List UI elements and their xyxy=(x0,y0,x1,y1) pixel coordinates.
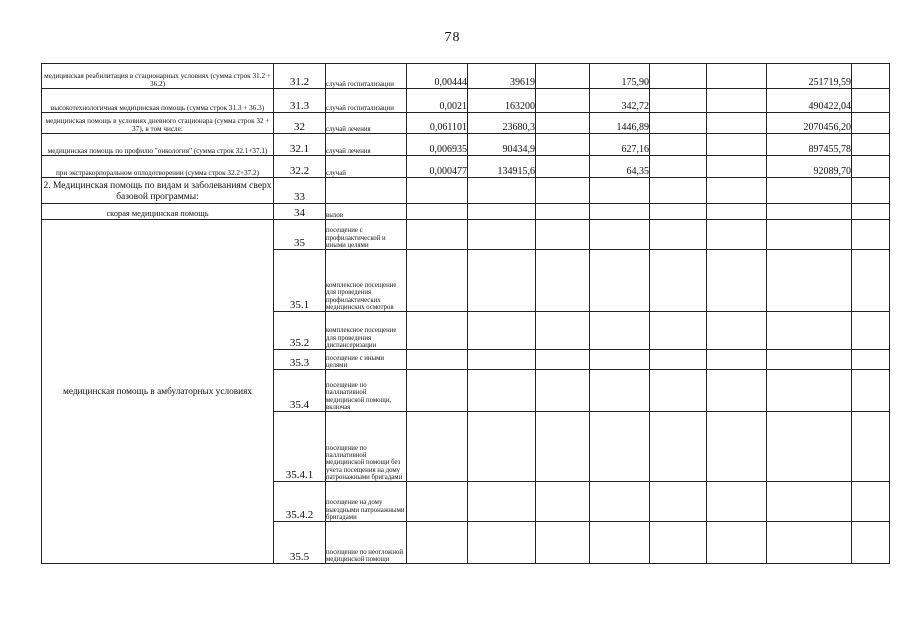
empty-cell xyxy=(590,250,650,312)
row-code: 35.3 xyxy=(274,350,326,370)
row-unit: случай лечения xyxy=(326,113,407,134)
row-unit: посещение с профилактической и иными целями xyxy=(326,220,407,250)
empty-cell xyxy=(468,250,536,312)
total-cost: 92089,70 xyxy=(767,156,852,178)
norm-volume: 0,0021 xyxy=(407,89,468,113)
table-row xyxy=(42,134,890,156)
empty-cell xyxy=(707,113,767,134)
empty-cell xyxy=(767,204,852,220)
row-name: высокотехнологичная медицинская помощь (сумма строк 31.3 + 36.3) xyxy=(42,89,274,113)
empty-cell xyxy=(590,204,650,220)
empty-cell xyxy=(852,412,890,482)
row-unit: случай госпитализации xyxy=(326,89,407,113)
empty-cell xyxy=(590,370,650,412)
empty-cell xyxy=(536,178,590,204)
norm-cost: 134915,6 xyxy=(468,156,536,178)
empty-cell xyxy=(407,220,468,250)
row-name: медицинская помощь по профилю "онкология" (сумма строк 32.1+37.1) xyxy=(42,134,274,156)
empty-cell xyxy=(707,250,767,312)
row-unit: вызов xyxy=(326,204,407,220)
row-code: 31.3 xyxy=(274,89,326,113)
empty-cell xyxy=(852,156,890,178)
empty-cell xyxy=(536,220,590,250)
row-unit: случай лечения xyxy=(326,134,407,156)
row-code: 35.4 xyxy=(274,370,326,412)
empty-cell xyxy=(407,178,468,204)
empty-cell xyxy=(468,312,536,350)
empty-cell xyxy=(536,412,590,482)
empty-cell xyxy=(407,412,468,482)
empty-cell xyxy=(590,482,650,522)
table-row xyxy=(42,156,890,178)
row-code: 35.4.1 xyxy=(274,412,326,482)
empty-cell xyxy=(707,204,767,220)
per-capita: 64,35 xyxy=(590,156,650,178)
total-cost: 490422,04 xyxy=(767,89,852,113)
empty-cell xyxy=(536,204,590,220)
total-cost: 2070456,20 xyxy=(767,113,852,134)
empty-cell xyxy=(407,370,468,412)
norm-volume: 0,000477 xyxy=(407,156,468,178)
empty-cell xyxy=(852,312,890,350)
empty-cell xyxy=(852,204,890,220)
empty-cell xyxy=(650,522,707,564)
empty-cell xyxy=(767,220,852,250)
empty-cell xyxy=(407,482,468,522)
empty-cell xyxy=(650,89,707,113)
row-name: медицинская реабилитация в стационарных условиях (сумма строк 31.2 + 36.2) xyxy=(42,64,274,89)
empty-cell xyxy=(707,89,767,113)
empty-cell xyxy=(536,522,590,564)
empty-cell xyxy=(650,178,707,204)
total-cost: 251719,59 xyxy=(767,64,852,89)
empty-cell xyxy=(707,134,767,156)
row-code: 32 xyxy=(274,113,326,134)
empty-cell xyxy=(468,482,536,522)
empty-cell xyxy=(767,522,852,564)
row-name: скорая медицинская помощь xyxy=(42,204,274,220)
table-row xyxy=(42,178,890,204)
empty-cell xyxy=(590,178,650,204)
norm-volume: 0,006935 xyxy=(407,134,468,156)
row-code: 32.2 xyxy=(274,156,326,178)
empty-cell xyxy=(767,412,852,482)
section-heading: 2. Медицинская помощь по видам и заболеваниям сверх базовой программы: xyxy=(42,178,274,204)
empty-cell xyxy=(590,220,650,250)
empty-cell xyxy=(468,412,536,482)
empty-cell xyxy=(852,250,890,312)
empty-cell xyxy=(707,220,767,250)
row-unit: посещение по паллиативной медицинской помощи без учета посещения на дому патронажными бригадами xyxy=(326,412,407,482)
empty-cell xyxy=(852,134,890,156)
per-capita: 342,72 xyxy=(590,89,650,113)
empty-cell xyxy=(852,522,890,564)
row-name: при экстракорпоральном оплодотворении (сумма строк 32.2+37.2) xyxy=(42,156,274,178)
total-cost: 897455,78 xyxy=(767,134,852,156)
empty-cell xyxy=(650,156,707,178)
row-unit: случай xyxy=(326,156,407,178)
empty-cell xyxy=(536,312,590,350)
empty-cell xyxy=(852,113,890,134)
empty-cell xyxy=(707,370,767,412)
table-row xyxy=(42,220,890,250)
empty-cell xyxy=(650,370,707,412)
row-code: 33 xyxy=(274,178,326,204)
page-number: 78 xyxy=(444,30,461,45)
empty-cell xyxy=(650,64,707,89)
group-name: медицинская помощь в амбулаторных условиях xyxy=(42,220,274,564)
row-code: 35.1 xyxy=(274,250,326,312)
empty-cell xyxy=(650,250,707,312)
table-row xyxy=(42,89,890,113)
row-code: 35 xyxy=(274,220,326,250)
empty-cell xyxy=(707,350,767,370)
empty-cell xyxy=(407,250,468,312)
row-name: медицинская помощь в условиях дневного стационара (сумма строк 32 + 37), в том числе: xyxy=(42,113,274,134)
per-capita: 627,16 xyxy=(590,134,650,156)
norm-cost: 23680,3 xyxy=(468,113,536,134)
empty-cell xyxy=(707,312,767,350)
empty-cell xyxy=(536,113,590,134)
empty-cell xyxy=(707,412,767,482)
empty-cell xyxy=(767,250,852,312)
empty-cell xyxy=(852,350,890,370)
empty-cell xyxy=(767,178,852,204)
table-row xyxy=(42,64,890,89)
row-unit: случай госпитализации xyxy=(326,64,407,89)
empty-cell xyxy=(852,482,890,522)
empty-cell xyxy=(767,370,852,412)
norm-volume: 0,061101 xyxy=(407,113,468,134)
row-unit: посещение с иными целями xyxy=(326,350,407,370)
empty-cell xyxy=(536,156,590,178)
norm-cost: 163200 xyxy=(468,89,536,113)
empty-cell xyxy=(536,89,590,113)
empty-cell xyxy=(707,522,767,564)
empty-cell xyxy=(650,412,707,482)
empty-cell xyxy=(468,350,536,370)
empty-cell xyxy=(407,312,468,350)
row-code: 35.4.2 xyxy=(274,482,326,522)
table-row xyxy=(42,204,890,220)
row-unit: комплексное посещение для проведения диспансеризации xyxy=(326,312,407,350)
empty-cell xyxy=(650,204,707,220)
empty-cell xyxy=(650,312,707,350)
empty-cell xyxy=(767,482,852,522)
row-unit: посещение на дому выездными патронажными бригадами xyxy=(326,482,407,522)
empty-cell xyxy=(468,204,536,220)
empty-cell xyxy=(650,350,707,370)
empty-cell xyxy=(468,370,536,412)
table-row xyxy=(42,113,890,134)
empty-cell xyxy=(407,350,468,370)
empty-cell xyxy=(707,156,767,178)
norm-volume: 0,00444 xyxy=(407,64,468,89)
row-unit xyxy=(326,178,407,204)
empty-cell xyxy=(852,64,890,89)
empty-cell xyxy=(707,482,767,522)
row-code: 32.1 xyxy=(274,134,326,156)
empty-cell xyxy=(536,482,590,522)
empty-cell xyxy=(536,350,590,370)
empty-cell xyxy=(590,312,650,350)
volume-cost-table xyxy=(41,63,890,564)
empty-cell xyxy=(852,178,890,204)
row-code: 34 xyxy=(274,204,326,220)
empty-cell xyxy=(707,178,767,204)
empty-cell xyxy=(767,312,852,350)
empty-cell xyxy=(852,220,890,250)
empty-cell xyxy=(767,350,852,370)
empty-cell xyxy=(650,482,707,522)
row-unit: посещение по паллиативной медицинской помощи, включая xyxy=(326,370,407,412)
empty-cell xyxy=(468,522,536,564)
row-code: 31.2 xyxy=(274,64,326,89)
norm-cost: 90434,9 xyxy=(468,134,536,156)
empty-cell xyxy=(536,250,590,312)
empty-cell xyxy=(590,350,650,370)
empty-cell xyxy=(590,412,650,482)
empty-cell xyxy=(590,522,650,564)
row-code: 35.5 xyxy=(274,522,326,564)
norm-cost: 39619 xyxy=(468,64,536,89)
empty-cell xyxy=(536,134,590,156)
empty-cell xyxy=(650,134,707,156)
row-code: 35.2 xyxy=(274,312,326,350)
empty-cell xyxy=(707,64,767,89)
per-capita: 1446,89 xyxy=(590,113,650,134)
empty-cell xyxy=(407,522,468,564)
empty-cell xyxy=(536,370,590,412)
empty-cell xyxy=(536,64,590,89)
empty-cell xyxy=(650,113,707,134)
empty-cell xyxy=(650,220,707,250)
empty-cell xyxy=(407,204,468,220)
row-unit: посещение по неотложной медицинской помощи xyxy=(326,522,407,564)
row-unit: комплексное посещение для проведения профилактических медицинских осмотров xyxy=(326,250,407,312)
empty-cell xyxy=(468,178,536,204)
empty-cell xyxy=(852,89,890,113)
per-capita: 175,90 xyxy=(590,64,650,89)
empty-cell xyxy=(852,370,890,412)
empty-cell xyxy=(468,220,536,250)
